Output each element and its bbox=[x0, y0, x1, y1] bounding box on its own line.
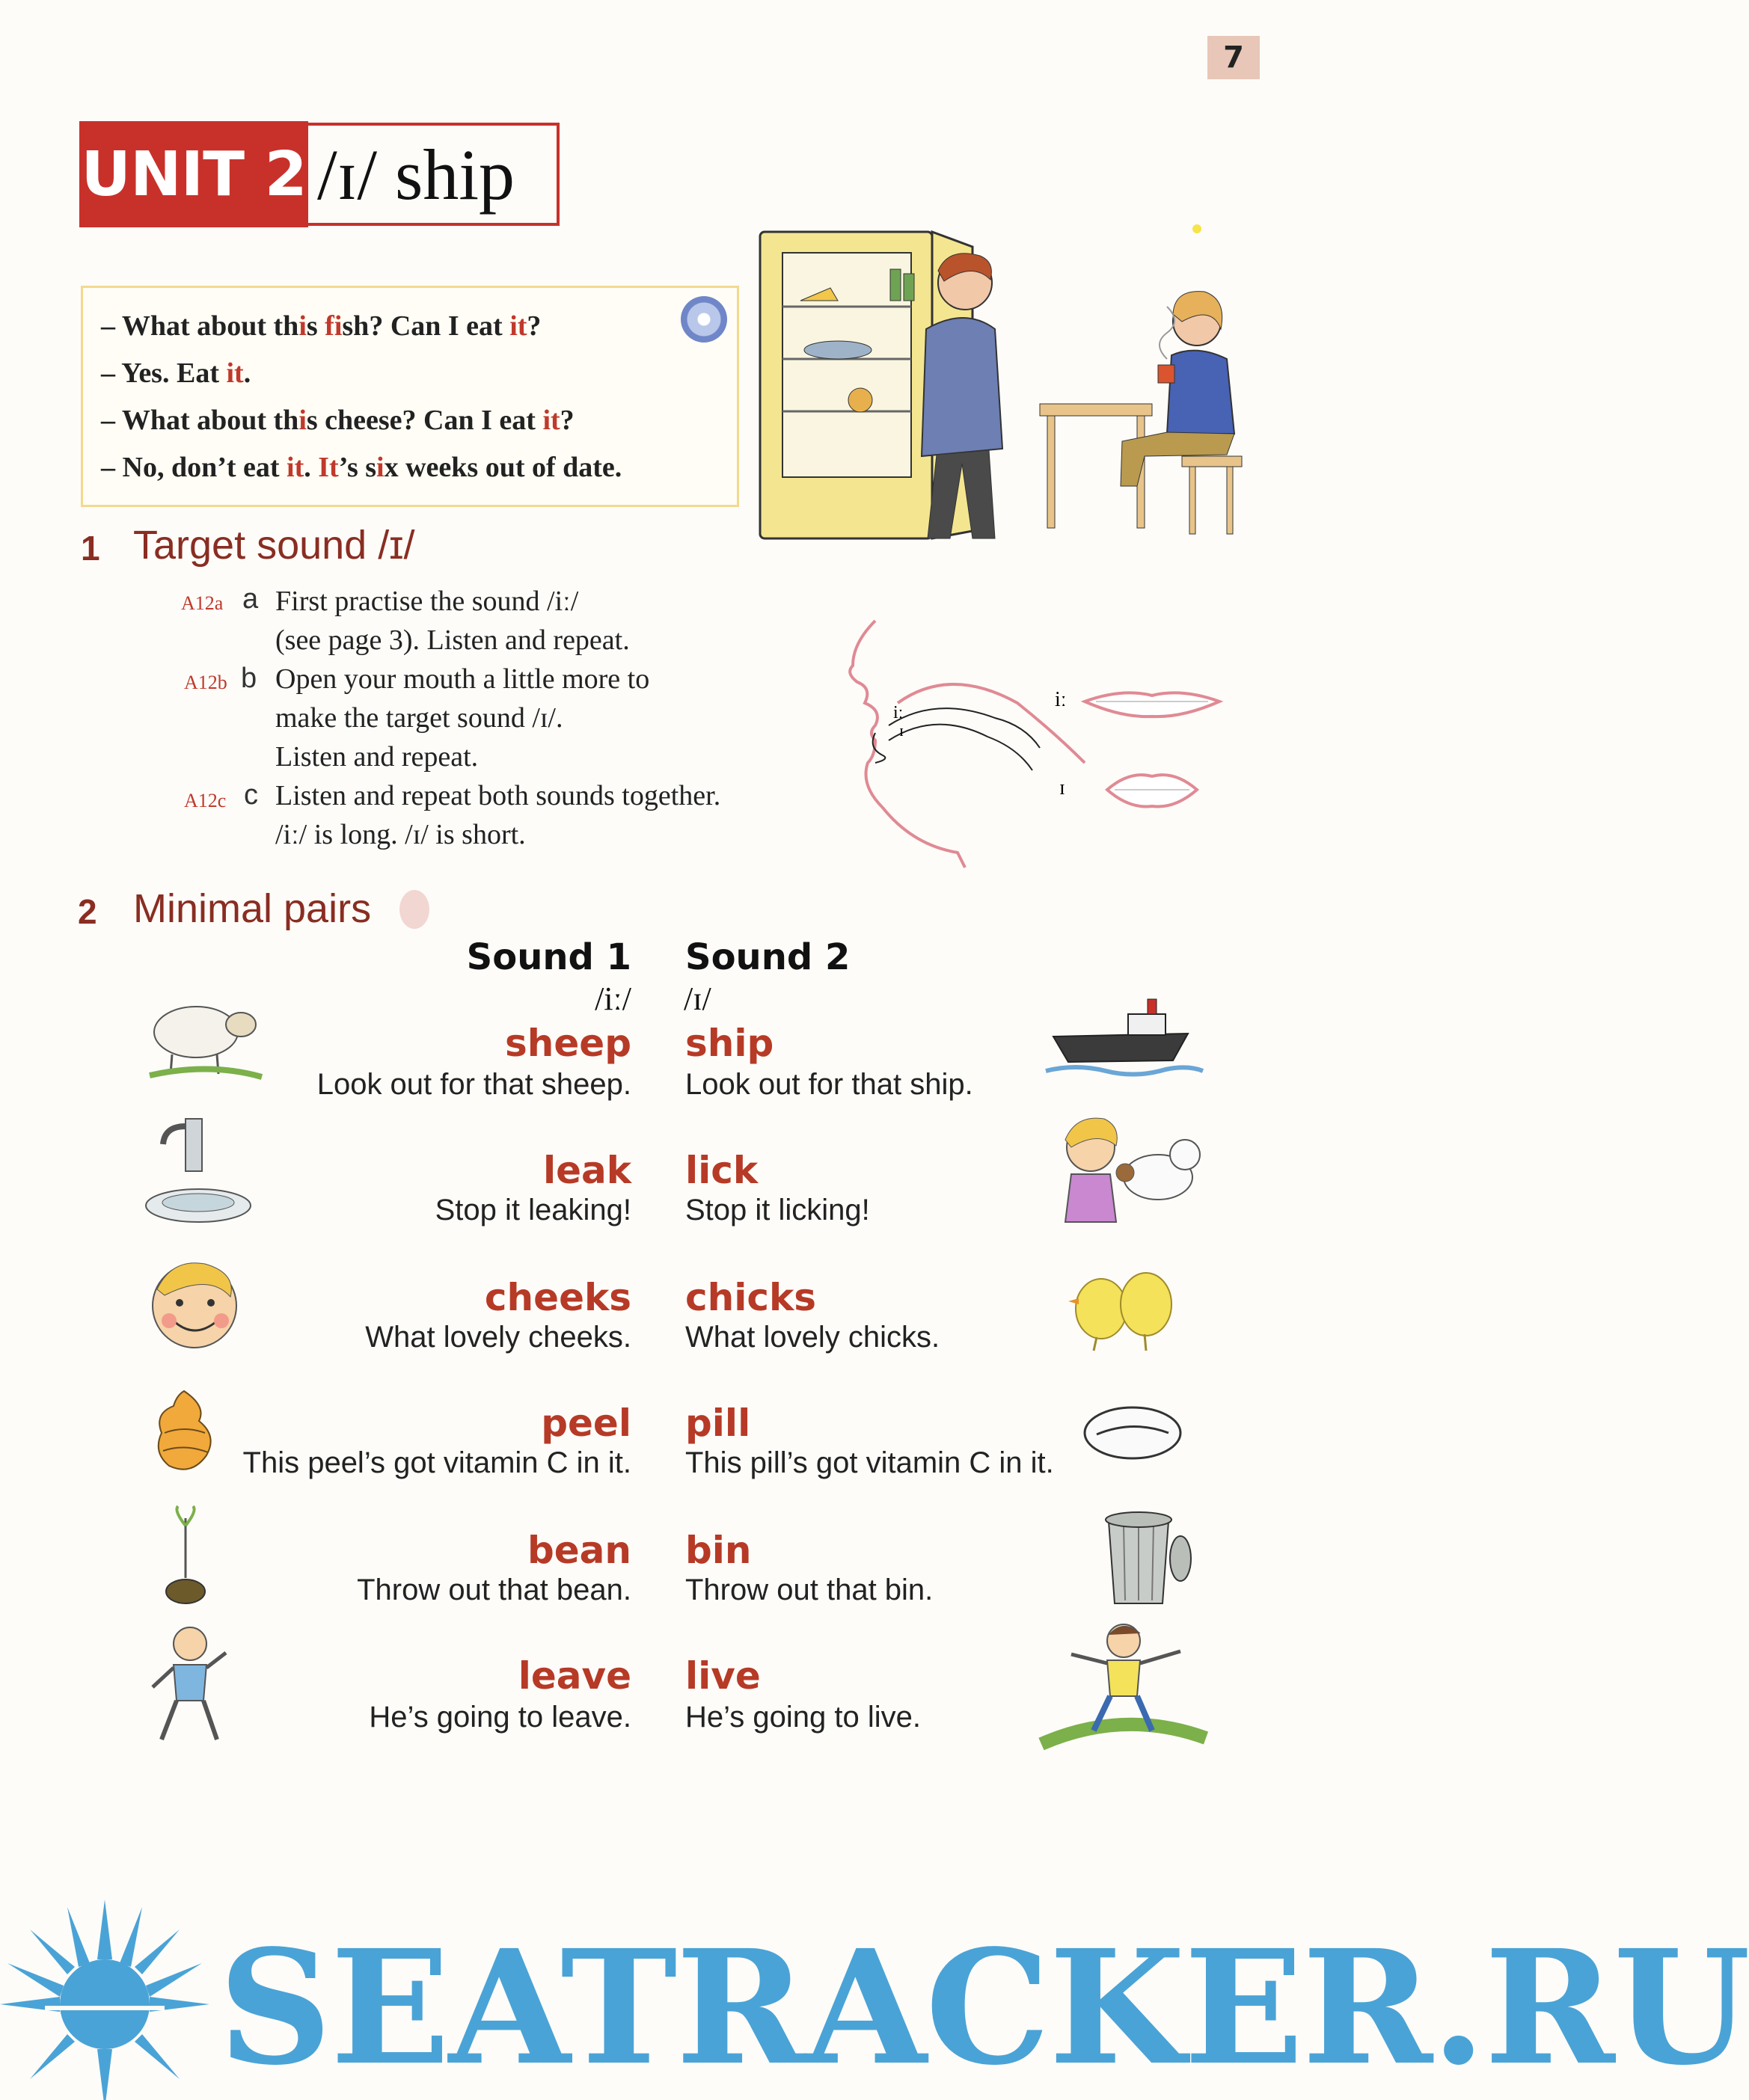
dialogue-line: – Yes. Eat it. bbox=[101, 357, 251, 389]
pair-sentence-sound2: Stop it licking! bbox=[685, 1194, 870, 1226]
pair-word-sound1: leak bbox=[542, 1149, 631, 1192]
dialogue-line: – What about this cheese? Can I eat it? bbox=[101, 405, 575, 436]
page-number: 7 bbox=[1207, 36, 1260, 79]
pair-word-sound2: live bbox=[685, 1654, 761, 1698]
dialogue-line: – No, don’t eat it. It’s six weeks out of date. bbox=[101, 452, 622, 483]
pair-word-sound2: ship bbox=[685, 1022, 774, 1065]
track-label: A12b bbox=[184, 672, 227, 693]
boy-living-picture bbox=[1041, 1618, 1206, 1753]
section-2-title: Minimal pairs bbox=[133, 886, 372, 931]
pair-word-sound1: leave bbox=[518, 1654, 631, 1698]
pair-sentence-sound1: Look out for that sheep. bbox=[316, 1068, 631, 1101]
pair-sentence-sound1: Stop it leaking! bbox=[435, 1194, 631, 1226]
girl-and-dog-picture bbox=[1046, 1110, 1218, 1229]
boy-face-picture bbox=[142, 1250, 247, 1355]
section-1-title: Target sound /ɪ/ bbox=[133, 523, 415, 568]
pair-sentence-sound2: This pill’s got vitamin C in it. bbox=[685, 1446, 1054, 1479]
dialogue-box bbox=[81, 286, 739, 507]
track-label: A12a bbox=[181, 592, 224, 614]
speaker-head-icon bbox=[399, 890, 429, 929]
pair-word-sound1: peel bbox=[541, 1401, 631, 1445]
pair-sentence-sound2: Look out for that ship. bbox=[685, 1068, 973, 1101]
mouth-long-label: iː bbox=[1055, 688, 1067, 711]
audio-cd-icon[interactable] bbox=[681, 296, 727, 343]
unit-title bbox=[308, 123, 560, 226]
tap-picture bbox=[142, 1111, 254, 1231]
mouth-short-label: ɪ bbox=[1059, 776, 1065, 799]
pair-sentence-sound1: Throw out that bean. bbox=[357, 1574, 631, 1606]
sheep-picture bbox=[142, 987, 269, 1084]
pair-word-sound2: lick bbox=[685, 1149, 759, 1192]
diagram-label: ɪ bbox=[899, 721, 904, 740]
chicks-picture bbox=[1056, 1256, 1191, 1361]
pair-word-sound1: sheep bbox=[505, 1022, 631, 1065]
pair-word-sound2: pill bbox=[685, 1401, 751, 1445]
pill-picture bbox=[1080, 1400, 1185, 1467]
sound-1-phoneme: /iː/ bbox=[595, 980, 631, 1017]
instruction-line: (see page 3). Listen and repeat. bbox=[275, 624, 630, 656]
pair-sentence-sound2: Throw out that bin. bbox=[685, 1574, 934, 1606]
boy-leaving-picture bbox=[142, 1623, 232, 1750]
instruction-line: Listen and repeat. bbox=[275, 741, 479, 773]
item-letter: c bbox=[244, 779, 258, 811]
track-label: A12c bbox=[184, 790, 227, 811]
section-2-number: 2 bbox=[78, 892, 97, 931]
item-letter: b bbox=[241, 663, 257, 694]
pair-word-sound1: cheeks bbox=[484, 1276, 631, 1319]
bean-sprout-picture bbox=[156, 1503, 223, 1608]
unit-title-text: /ɪ/ ship bbox=[317, 134, 515, 215]
instruction-line: /iː/ is long. /ɪ/ is short. bbox=[275, 819, 526, 850]
pair-word-sound2: bin bbox=[685, 1529, 752, 1572]
sun-logo-icon bbox=[0, 1892, 209, 2094]
kitchen-illustration bbox=[748, 217, 1272, 553]
pair-word-sound2: chicks bbox=[685, 1276, 817, 1319]
pair-sentence-sound2: What lovely chicks. bbox=[685, 1321, 940, 1354]
sound-2-header: Sound 2 bbox=[685, 936, 851, 978]
bin-picture bbox=[1094, 1499, 1198, 1611]
pair-sentence-sound1: What lovely cheeks. bbox=[365, 1321, 631, 1354]
ship-picture bbox=[1046, 992, 1203, 1081]
mouth-diagram bbox=[800, 613, 1249, 868]
diagram-label: iː bbox=[893, 703, 904, 722]
pair-sentence-sound1: He’s going to leave. bbox=[369, 1701, 631, 1734]
section-1-number: 1 bbox=[81, 529, 100, 568]
sound-1-header: Sound 1 bbox=[466, 936, 631, 978]
instruction-line: Listen and repeat both sounds together. bbox=[275, 780, 721, 811]
pair-sentence-sound1: This peel’s got vitamin C in it. bbox=[242, 1446, 631, 1479]
orange-peel-picture bbox=[147, 1384, 221, 1481]
item-letter: a bbox=[242, 583, 259, 615]
instruction-line: First practise the sound /iː/ bbox=[275, 586, 579, 617]
instruction-text bbox=[275, 776, 720, 854]
pair-sentence-sound2: He’s going to live. bbox=[685, 1701, 921, 1734]
unit-label: UNIT 2 bbox=[79, 121, 308, 227]
dialogue-line: – What about this fish? Can I eat it? bbox=[101, 310, 542, 342]
instruction-text bbox=[275, 582, 630, 660]
sound-2-phoneme: /ɪ/ bbox=[684, 980, 711, 1017]
instruction-text bbox=[275, 660, 649, 776]
instruction-line: make the target sound /ɪ/. bbox=[275, 702, 563, 734]
pair-word-sound1: bean bbox=[527, 1529, 631, 1572]
instruction-line: Open your mouth a little more to bbox=[275, 663, 650, 695]
watermark-text: SEATRACKER.RU bbox=[218, 1915, 1749, 2100]
